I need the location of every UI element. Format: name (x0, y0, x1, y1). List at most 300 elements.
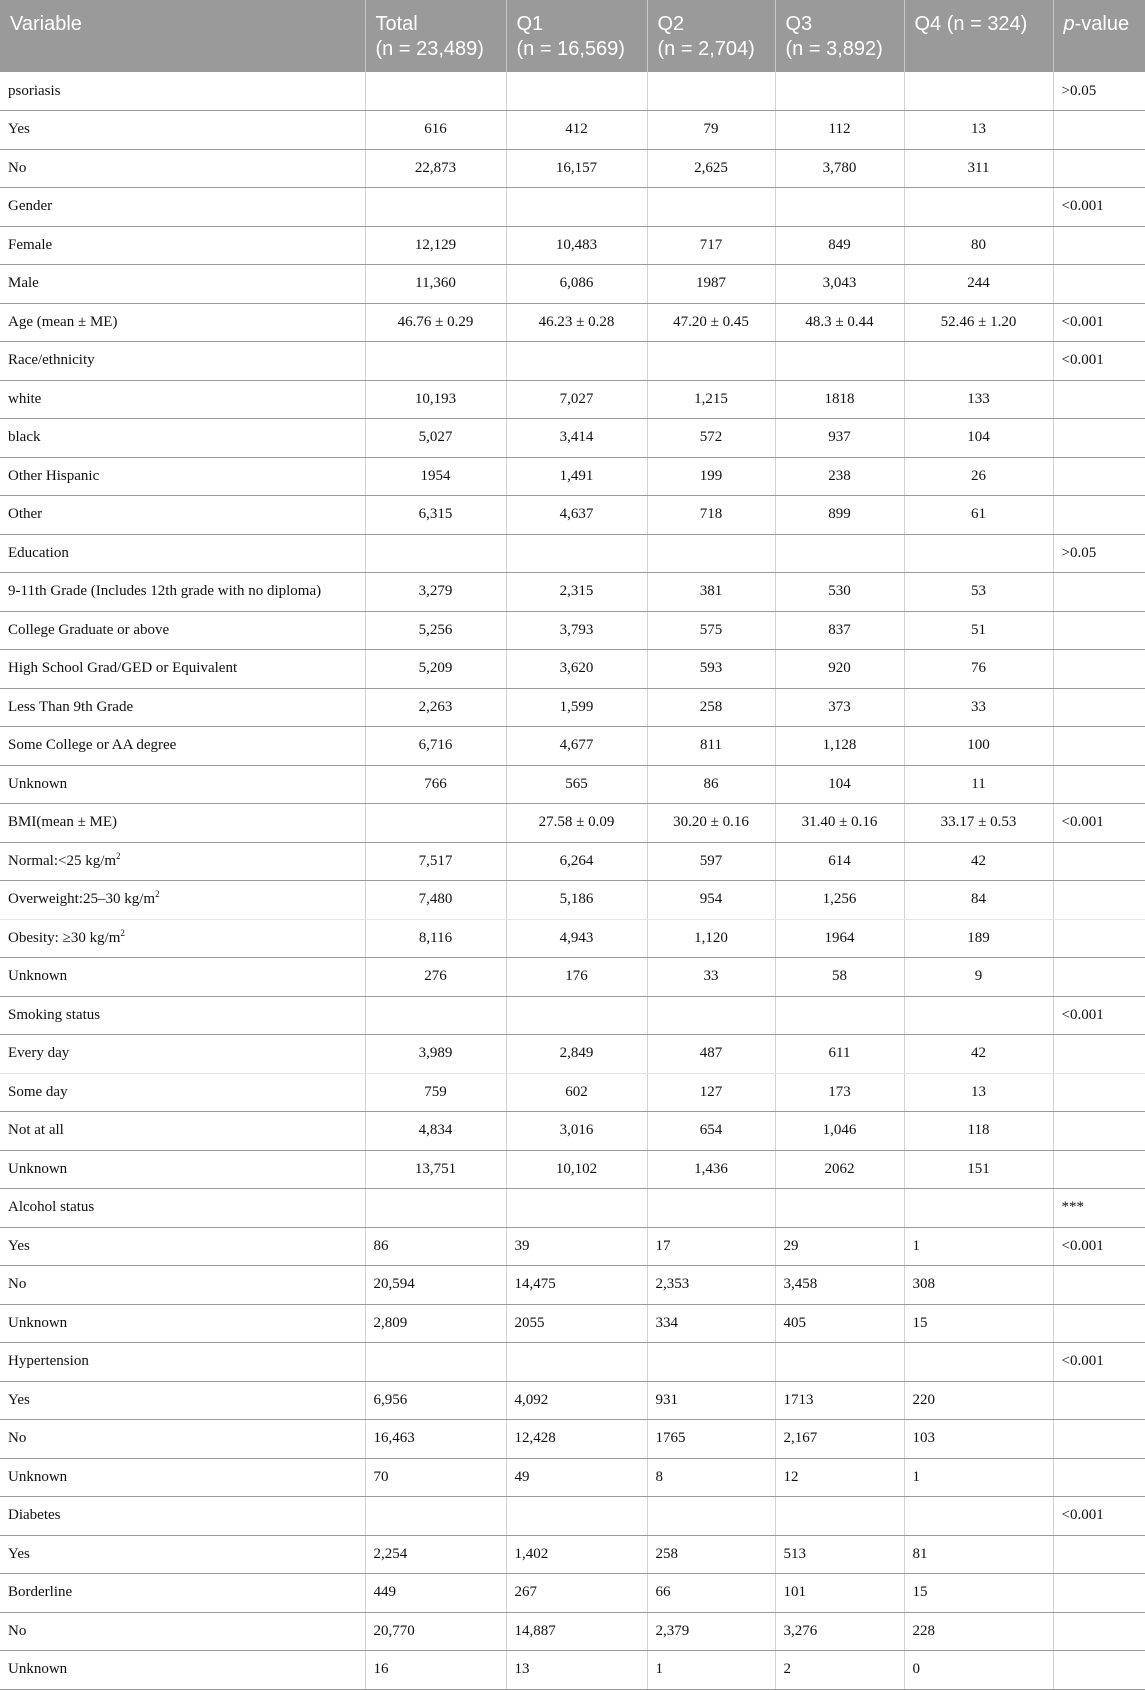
table-header (0, 0, 1145, 72)
variable-cell: Obesity: ≥30 $kg/m^2$ (0, 919, 365, 958)
q3-cell: 837 (775, 611, 904, 650)
table-row (0, 958, 1145, 997)
p-value-cell (1053, 919, 1145, 958)
total-cell: 7,480 (365, 881, 506, 920)
table-row (0, 342, 1145, 381)
p-value-cell: *** (1053, 1189, 1145, 1228)
table-row (0, 1651, 1145, 1690)
q4-cell: 42 (904, 842, 1053, 881)
variable-cell: Age (mean ± ME) (0, 303, 365, 342)
q4-cell: 133 (904, 380, 1053, 419)
p-value-cell (1053, 727, 1145, 766)
table-row (0, 1227, 1145, 1266)
variable-cell: Normal:<25 $kg/m^2$ (0, 842, 365, 881)
q1-cell: 27.58 ± 0.09 (506, 804, 647, 843)
p-value-cell: <0.001 (1053, 804, 1145, 843)
q3-cell: 2 (775, 1651, 904, 1690)
total-cell (365, 342, 506, 381)
table-row (0, 111, 1145, 150)
q3-cell: 920 (775, 650, 904, 689)
table-row (0, 650, 1145, 689)
p-value-cell (1053, 496, 1145, 535)
q2-cell: 199 (647, 457, 775, 496)
q1-cell: 5,186 (506, 881, 647, 920)
table-row (0, 765, 1145, 804)
total-cell: 16,463 (365, 1420, 506, 1459)
q4-cell: 13 (904, 111, 1053, 150)
table-row (0, 226, 1145, 265)
q4-cell: 311 (904, 149, 1053, 188)
q2-cell: 954 (647, 881, 775, 920)
table-row (0, 1112, 1145, 1151)
p-value-cell (1053, 265, 1145, 304)
table-row (0, 534, 1145, 573)
total-cell: 5,027 (365, 419, 506, 458)
q2-cell: 718 (647, 496, 775, 535)
q1-cell: 1,599 (506, 688, 647, 727)
total-cell (365, 996, 506, 1035)
q4-cell: 15 (904, 1304, 1053, 1343)
q3-cell: 2,167 (775, 1420, 904, 1459)
q4-cell: 103 (904, 1420, 1053, 1459)
variable-cell: No (0, 149, 365, 188)
q2-cell: 1987 (647, 265, 775, 304)
total-cell (365, 534, 506, 573)
table-row (0, 1458, 1145, 1497)
variable-cell: Smoking status (0, 996, 365, 1035)
table-row (0, 188, 1145, 227)
q2-cell: 593 (647, 650, 775, 689)
table-row (0, 1150, 1145, 1189)
q1-cell (506, 1189, 647, 1228)
q4-cell: 33 (904, 688, 1053, 727)
variable-cell: Overweight:25–30 $kg/m^2$ (0, 881, 365, 920)
variable-cell: Unknown (0, 1651, 365, 1690)
q3-cell (775, 996, 904, 1035)
q4-cell: 118 (904, 1112, 1053, 1151)
q1-cell (506, 534, 647, 573)
q4-cell (904, 188, 1053, 227)
q3-cell: 3,458 (775, 1266, 904, 1305)
total-cell (365, 1497, 506, 1536)
q2-cell (647, 996, 775, 1035)
table-row (0, 996, 1145, 1035)
q1-cell (506, 342, 647, 381)
total-cell: 16 (365, 1651, 506, 1690)
q1-cell (506, 72, 647, 111)
q2-cell: 1,215 (647, 380, 775, 419)
p-value-cell (1053, 419, 1145, 458)
q4-cell: 84 (904, 881, 1053, 920)
q3-cell: 1964 (775, 919, 904, 958)
q3-cell: 101 (775, 1574, 904, 1613)
total-cell: 70 (365, 1458, 506, 1497)
total-cell: 10,193 (365, 380, 506, 419)
q2-cell (647, 1497, 775, 1536)
table-row (0, 1381, 1145, 1420)
table-row (0, 1612, 1145, 1651)
p-value-cell (1053, 1266, 1145, 1305)
q4-cell: 42 (904, 1035, 1053, 1074)
total-cell (365, 804, 506, 843)
variable-cell: Borderline (0, 1574, 365, 1613)
q3-cell: 849 (775, 226, 904, 265)
table-row (0, 842, 1145, 881)
variable-cell: Yes (0, 1381, 365, 1420)
q2-cell (647, 342, 775, 381)
q1-cell: 14,887 (506, 1612, 647, 1651)
variable-cell: Every day (0, 1035, 365, 1074)
table-row (0, 265, 1145, 304)
q4-cell (904, 342, 1053, 381)
q2-cell: 1765 (647, 1420, 775, 1459)
q1-cell: 3,793 (506, 611, 647, 650)
p-value-cell: <0.001 (1053, 1497, 1145, 1536)
p-value-cell (1053, 881, 1145, 920)
header-p-value: p-value (1063, 13, 1130, 35)
p-value-cell (1053, 380, 1145, 419)
q2-cell: 717 (647, 226, 775, 265)
q4-cell: 11 (904, 765, 1053, 804)
p-value-cell (1053, 765, 1145, 804)
header-q3: Q3 (n = 3,892) (775, 0, 904, 72)
q2-cell: 2,625 (647, 149, 775, 188)
header-q1: Q1 (n = 16,569) (506, 0, 647, 72)
table-row (0, 496, 1145, 535)
p-value-cell (1053, 842, 1145, 881)
q3-cell: 112 (775, 111, 904, 150)
q3-cell: 1713 (775, 1381, 904, 1420)
q2-cell: 931 (647, 1381, 775, 1420)
total-cell (365, 72, 506, 111)
q3-cell: 3,780 (775, 149, 904, 188)
q3-cell: 611 (775, 1035, 904, 1074)
q4-cell: 100 (904, 727, 1053, 766)
variable-cell: Diabetes (0, 1497, 365, 1536)
q2-cell: 381 (647, 573, 775, 612)
table-row (0, 1189, 1145, 1228)
table-row (0, 419, 1145, 458)
q3-cell (775, 1497, 904, 1536)
p-value-cell (1053, 688, 1145, 727)
variable-cell: No (0, 1612, 365, 1651)
q1-cell: 1,491 (506, 457, 647, 496)
variable-cell: Not at all (0, 1112, 365, 1151)
total-cell: 616 (365, 111, 506, 150)
q2-cell (647, 1189, 775, 1228)
q3-cell: 12 (775, 1458, 904, 1497)
q3-cell: 2062 (775, 1150, 904, 1189)
total-cell: 22,873 (365, 149, 506, 188)
variable-cell: psoriasis (0, 72, 365, 111)
p-value-cell (1053, 226, 1145, 265)
q3-cell: 530 (775, 573, 904, 612)
table-row (0, 804, 1145, 843)
q1-cell (506, 188, 647, 227)
p-value-cell (1053, 457, 1145, 496)
variable-cell: High School Grad/GED or Equivalent (0, 650, 365, 689)
q2-cell (647, 534, 775, 573)
q4-cell: 76 (904, 650, 1053, 689)
q2-cell: 2,379 (647, 1612, 775, 1651)
variable-cell: Some day (0, 1073, 365, 1112)
q1-cell: 6,264 (506, 842, 647, 881)
total-cell: 11,360 (365, 265, 506, 304)
p-value-cell (1053, 1073, 1145, 1112)
q4-cell: 0 (904, 1651, 1053, 1690)
variable-cell: Some College or AA degree (0, 727, 365, 766)
q1-cell: 1,402 (506, 1535, 647, 1574)
table-row (0, 457, 1145, 496)
q4-cell (904, 72, 1053, 111)
q2-cell: 86 (647, 765, 775, 804)
q4-cell: 81 (904, 1535, 1053, 1574)
q2-cell (647, 188, 775, 227)
q1-cell: 602 (506, 1073, 647, 1112)
variable-cell: Female (0, 226, 365, 265)
table-row (0, 573, 1145, 612)
variable-cell: Male (0, 265, 365, 304)
p-value-cell: <0.001 (1053, 303, 1145, 342)
header-total: Total (n = 23,489) (365, 0, 506, 72)
total-cell: 2,263 (365, 688, 506, 727)
total-cell: 276 (365, 958, 506, 997)
header-row (0, 0, 1145, 72)
q3-cell: 173 (775, 1073, 904, 1112)
p-value-cell: <0.001 (1053, 996, 1145, 1035)
q1-cell: 176 (506, 958, 647, 997)
variable-cell: 9-11th Grade (Includes 12th grade with no diploma) (0, 573, 365, 612)
variable-cell: Unknown (0, 765, 365, 804)
q1-cell: 14,475 (506, 1266, 647, 1305)
p-value-cell (1053, 1612, 1145, 1651)
table-row (0, 303, 1145, 342)
q4-cell (904, 996, 1053, 1035)
q3-cell (775, 534, 904, 573)
q2-cell: 1 (647, 1651, 775, 1690)
variable-cell: Other (0, 496, 365, 535)
q3-cell (775, 342, 904, 381)
q4-cell: 308 (904, 1266, 1053, 1305)
total-cell: 5,256 (365, 611, 506, 650)
variable-cell: Less Than 9th Grade (0, 688, 365, 727)
q1-cell: 4,943 (506, 919, 647, 958)
table-row (0, 1304, 1145, 1343)
p-value-cell (1053, 650, 1145, 689)
variable-cell: Education (0, 534, 365, 573)
total-cell: 6,716 (365, 727, 506, 766)
q3-cell (775, 1343, 904, 1382)
q1-cell: 4,637 (506, 496, 647, 535)
q2-cell: 572 (647, 419, 775, 458)
q2-cell: 17 (647, 1227, 775, 1266)
table-row (0, 1343, 1145, 1382)
q2-cell (647, 72, 775, 111)
q4-cell: 53 (904, 573, 1053, 612)
q3-cell: 31.40 ± 0.16 (775, 804, 904, 843)
total-cell: 3,989 (365, 1035, 506, 1074)
total-cell: 7,517 (365, 842, 506, 881)
q3-cell: 1818 (775, 380, 904, 419)
q2-cell: 66 (647, 1574, 775, 1613)
table-row (0, 1574, 1145, 1613)
q1-cell: 10,102 (506, 1150, 647, 1189)
q2-cell: 8 (647, 1458, 775, 1497)
q4-cell: 1 (904, 1227, 1053, 1266)
q1-cell: 3,414 (506, 419, 647, 458)
p-value-cell: >0.05 (1053, 72, 1145, 111)
q3-cell: 3,276 (775, 1612, 904, 1651)
q1-cell: 2,315 (506, 573, 647, 612)
q4-cell (904, 534, 1053, 573)
table-body (0, 72, 1145, 1689)
variable-cell: Other Hispanic (0, 457, 365, 496)
q2-cell: 258 (647, 1535, 775, 1574)
q3-cell: 899 (775, 496, 904, 535)
table-row (0, 1535, 1145, 1574)
q2-cell: 334 (647, 1304, 775, 1343)
variable-cell: No (0, 1420, 365, 1459)
q1-cell: 267 (506, 1574, 647, 1613)
table-row (0, 72, 1145, 111)
q1-cell (506, 1343, 647, 1382)
table-row (0, 1035, 1145, 1074)
q2-cell (647, 1343, 775, 1382)
q4-cell: 33.17 ± 0.53 (904, 804, 1053, 843)
table-row (0, 1420, 1145, 1459)
p-value-cell (1053, 1420, 1145, 1459)
q4-cell: 1 (904, 1458, 1053, 1497)
q2-cell: 127 (647, 1073, 775, 1112)
q4-cell: 80 (904, 226, 1053, 265)
p-value-cell (1053, 1035, 1145, 1074)
p-value-cell (1053, 958, 1145, 997)
q3-cell: 1,046 (775, 1112, 904, 1151)
q1-cell: 10,483 (506, 226, 647, 265)
p-value-cell (1053, 1381, 1145, 1420)
p-value-cell (1053, 1458, 1145, 1497)
q1-cell: 4,677 (506, 727, 647, 766)
p-value-cell (1053, 1651, 1145, 1690)
q3-cell (775, 188, 904, 227)
total-cell (365, 1189, 506, 1228)
q3-cell: 1,128 (775, 727, 904, 766)
table-row (0, 611, 1145, 650)
variable-cell: Alcohol status (0, 1189, 365, 1228)
header-variable: Variable (0, 0, 365, 72)
q2-cell: 2,353 (647, 1266, 775, 1305)
q2-cell: 30.20 ± 0.16 (647, 804, 775, 843)
total-cell: 2,809 (365, 1304, 506, 1343)
q4-cell: 104 (904, 419, 1053, 458)
variable-cell: Yes (0, 1227, 365, 1266)
p-value-cell (1053, 1112, 1145, 1151)
total-cell: 759 (365, 1073, 506, 1112)
q1-cell: 3,016 (506, 1112, 647, 1151)
total-cell: 5,209 (365, 650, 506, 689)
variable-cell: No (0, 1266, 365, 1305)
total-cell: 766 (365, 765, 506, 804)
total-cell: 6,315 (365, 496, 506, 535)
header-q2: Q2 (n = 2,704) (647, 0, 775, 72)
q2-cell: 1,436 (647, 1150, 775, 1189)
q1-cell: 13 (506, 1651, 647, 1690)
q1-cell: 4,092 (506, 1381, 647, 1420)
q3-cell (775, 72, 904, 111)
q4-cell: 244 (904, 265, 1053, 304)
variable-cell: Unknown (0, 1150, 365, 1189)
p-value-cell (1053, 111, 1145, 150)
total-cell: 20,770 (365, 1612, 506, 1651)
table-row (0, 1497, 1145, 1536)
q2-cell: 654 (647, 1112, 775, 1151)
q2-cell: 597 (647, 842, 775, 881)
total-cell (365, 1343, 506, 1382)
q3-cell: 405 (775, 1304, 904, 1343)
total-cell: 1954 (365, 457, 506, 496)
p-value-cell (1053, 1574, 1145, 1613)
total-cell: 6,956 (365, 1381, 506, 1420)
q3-cell: 513 (775, 1535, 904, 1574)
p-value-cell (1053, 1304, 1145, 1343)
p-value-cell: <0.001 (1053, 1343, 1145, 1382)
q3-cell (775, 1189, 904, 1228)
q2-cell: 258 (647, 688, 775, 727)
q4-cell: 9 (904, 958, 1053, 997)
variable-cell: Unknown (0, 958, 365, 997)
p-value-cell (1053, 1535, 1145, 1574)
q1-cell: 46.23 ± 0.28 (506, 303, 647, 342)
q3-cell: 238 (775, 457, 904, 496)
q2-cell: 1,120 (647, 919, 775, 958)
p-value-cell: <0.001 (1053, 188, 1145, 227)
q1-cell: 39 (506, 1227, 647, 1266)
variable-cell: BMI(mean ± ME) (0, 804, 365, 843)
p-value-cell (1053, 1150, 1145, 1189)
table-row (0, 727, 1145, 766)
q3-cell: 29 (775, 1227, 904, 1266)
q4-cell: 228 (904, 1612, 1053, 1651)
q1-cell: 12,428 (506, 1420, 647, 1459)
total-cell: 3,279 (365, 573, 506, 612)
q2-cell: 487 (647, 1035, 775, 1074)
table-row (0, 380, 1145, 419)
q2-cell: 47.20 ± 0.45 (647, 303, 775, 342)
total-cell: 13,751 (365, 1150, 506, 1189)
table-row (0, 1266, 1145, 1305)
p-value-cell (1053, 149, 1145, 188)
q4-cell: 52.46 ± 1.20 (904, 303, 1053, 342)
p-value-cell (1053, 573, 1145, 612)
variable-cell: College Graduate or above (0, 611, 365, 650)
q3-cell: 58 (775, 958, 904, 997)
q3-cell: 373 (775, 688, 904, 727)
p-value-cell: <0.001 (1053, 1227, 1145, 1266)
variable-cell: Hypertension (0, 1343, 365, 1382)
q4-cell (904, 1343, 1053, 1382)
table-row (0, 919, 1145, 958)
total-cell: 12,129 (365, 226, 506, 265)
variable-cell: Unknown (0, 1458, 365, 1497)
q2-cell: 33 (647, 958, 775, 997)
q1-cell (506, 996, 647, 1035)
q3-cell: 104 (775, 765, 904, 804)
q3-cell: 614 (775, 842, 904, 881)
table-row (0, 881, 1145, 920)
q1-cell: 16,157 (506, 149, 647, 188)
q3-cell: 3,043 (775, 265, 904, 304)
q2-cell: 575 (647, 611, 775, 650)
